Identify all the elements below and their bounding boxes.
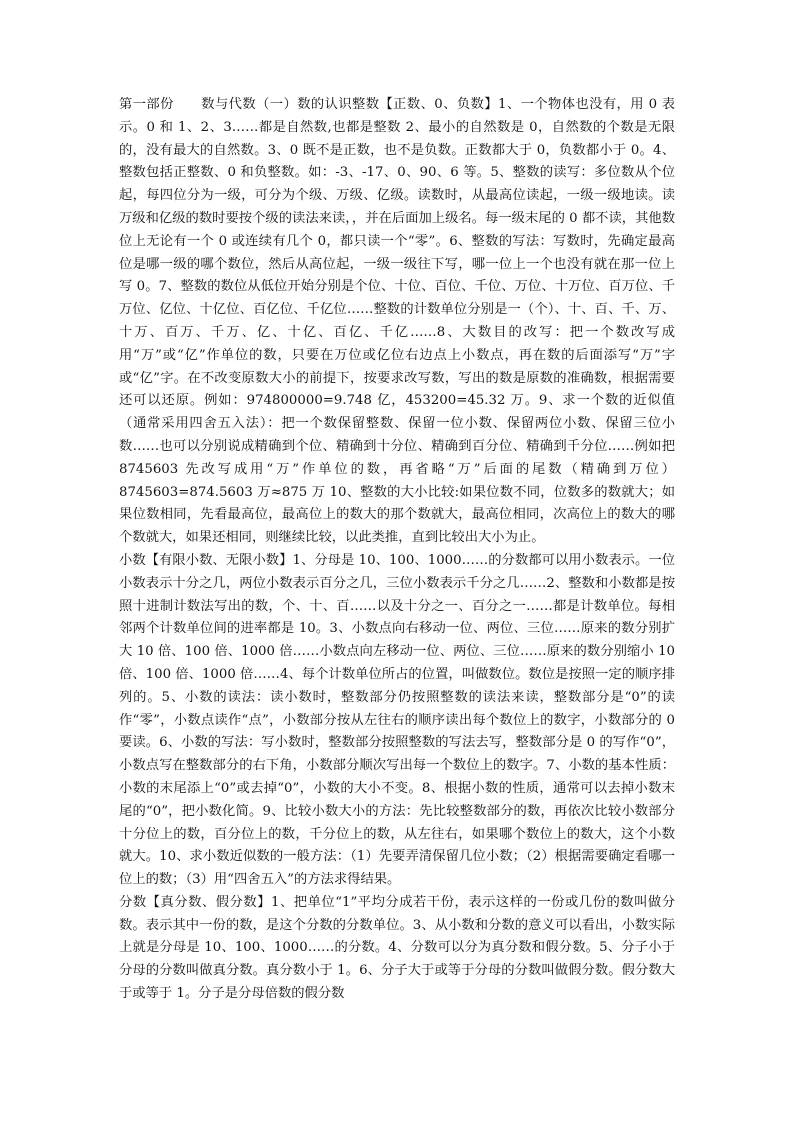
- paragraph-fractions: 分数【真分数、假分数】1、把单位“1”平均分成若干份，表示这样的一份或几份的数叫做分数。表示其中一份的数，是这个分数的分数单位。3、从小数和分数的意义可以看出，小数实际上就是分母是 10、100、1000……的分数。4、分数可以分为真分数和假分数。5、分子小于分母的分数叫做真分数。真分数小于 1。6、分子大于或等于分母的分数叫做假分数。假分数大于或等于 1。分子是分母倍数的假分数: [119, 894, 675, 1002]
- paragraph-decimals: 小数【有限小数、无限小数】1、分母是 10、100、1000……的分数都可以用小数表示。一位小数表示十分之几，两位小数表示百分之几，三位小数表示千分之几……2、整数和小数都是按照十进制计数法写出的数，个、十、百……以及十分之一、百分之一……都是计数单位。每相邻两个计数单位间的进率都是 10。3、小数点向右移动一位、两位、三位……原来的数分别扩大 10 倍、100 倍、1000 倍……小数点向左移动一位、两位、三位……原来的数分别缩小 10 倍、100 倍、1000 倍……4、每个计数单位所占的位置，叫做数位。数位是按照一定的顺序排列的。5、小数的读法：读小数时，整数部分仍按照整数的读法来读，整数部分是“0”的读作“零”，小数点读作“点”，小数部分按从左往右的顺序读出每个数位上的数字，小数部分的 0 要读。6、小数的写法：写小数时，整数部分按照整数的写法去写，整数部分是 0 的写作“0”，小数点写在整数部分的右下角，小数部分顺次写出每一个数位上的数字。7、小数的基本性质：小数的末尾添上“0”或去掉“0”，小数的大小不变。8、根据小数的性质，通常可以去掉小数末尾的“0”，把小数化简。9、比较小数大小的方法：先比较整数部分的数，再依次比较小数部分十分位上的数，百分位上的数，千分位上的数，从左往右，如果哪个数位上的数大，这个小数就大。10、求小数近似数的一般方法：（1）先要弄清保留几位小数；（2）根据需要确定看哪一位上的数；（3）用“四舍五入”的方法求得结果。: [119, 552, 675, 888]
- paragraph-integers: 第一部份 数与代数（一）数的认识整数【正数、0、负数】1、一个物体也没有，用 0 表示。0 和 1、2、3……都是自然数,也都是整数 2、最小的自然数是 0，自然数的个数是无限的，没有最大的自然数。3、0 既不是正数，也不是负数。正数都大于 0，负数都小于 0。4、整数包括正整数、0 和负整数。如：-3、-17、0、90、6 等。5、整数的读写：多位数从个位起，每四位分为一级，可分为个级、万级、亿级。读数时，从最高位读起，一级一级地读。读万级和亿级的数时要按个级的读法来读，，并在后面加上级名。每一级末尾的 0 都不读，其他数位上无论有一个 0 或连续有几个 0，都只读一个“零”。6、整数的写法：写数时，先确定最高位是哪一级的哪个数位，然后从高位起，一级一级往下写，哪一位上一个也没有就在那一位上写 0。7、整数的数位从低位开始分别是个位、十位、百位、千位、万位、十万位、百万位、千万位、亿位、十亿位、百亿位、千亿位……整数的计数单位分别是一（个）、十、百、千、万、十万、百万、千万、亿、十亿、百亿、千亿……8、大数目的改写：把一个数改写成用“万”或“亿”作单位的数，只要在万位或亿位右边点上小数点，再在数的后面添写“万”字或“亿”字。在不改变原数大小的前提下，按要求改写数，写出的数是原数的准确数，根据需要还可以还原。例如：974800000=9.748 亿，453200=45.32 万。9、求一个数的近似值（通常采用四舍五入法）：把一个数保留整数、保留一位小数、保留两位小数、保留三位小数……也可以分别说成精确到个位、精确到十分位、精确到百分位、精确到千分位……例如把 8745603 先改写成用“万”作单位的数，再省略“万”后面的尾数（精确到万位）8745603=874.5603 万≈875 万 10、整数的大小比较:如果位数不同，位数多的数就大；如果位数相同，先看最高位，最高位上的数大的那个数就大，最高位相同，次高位上的数大的哪个数就大，如果还相同，则继续比较，以此类推，直到比较出大小为止。: [119, 97, 675, 546]
- document-page: [119, 94, 675, 1006]
